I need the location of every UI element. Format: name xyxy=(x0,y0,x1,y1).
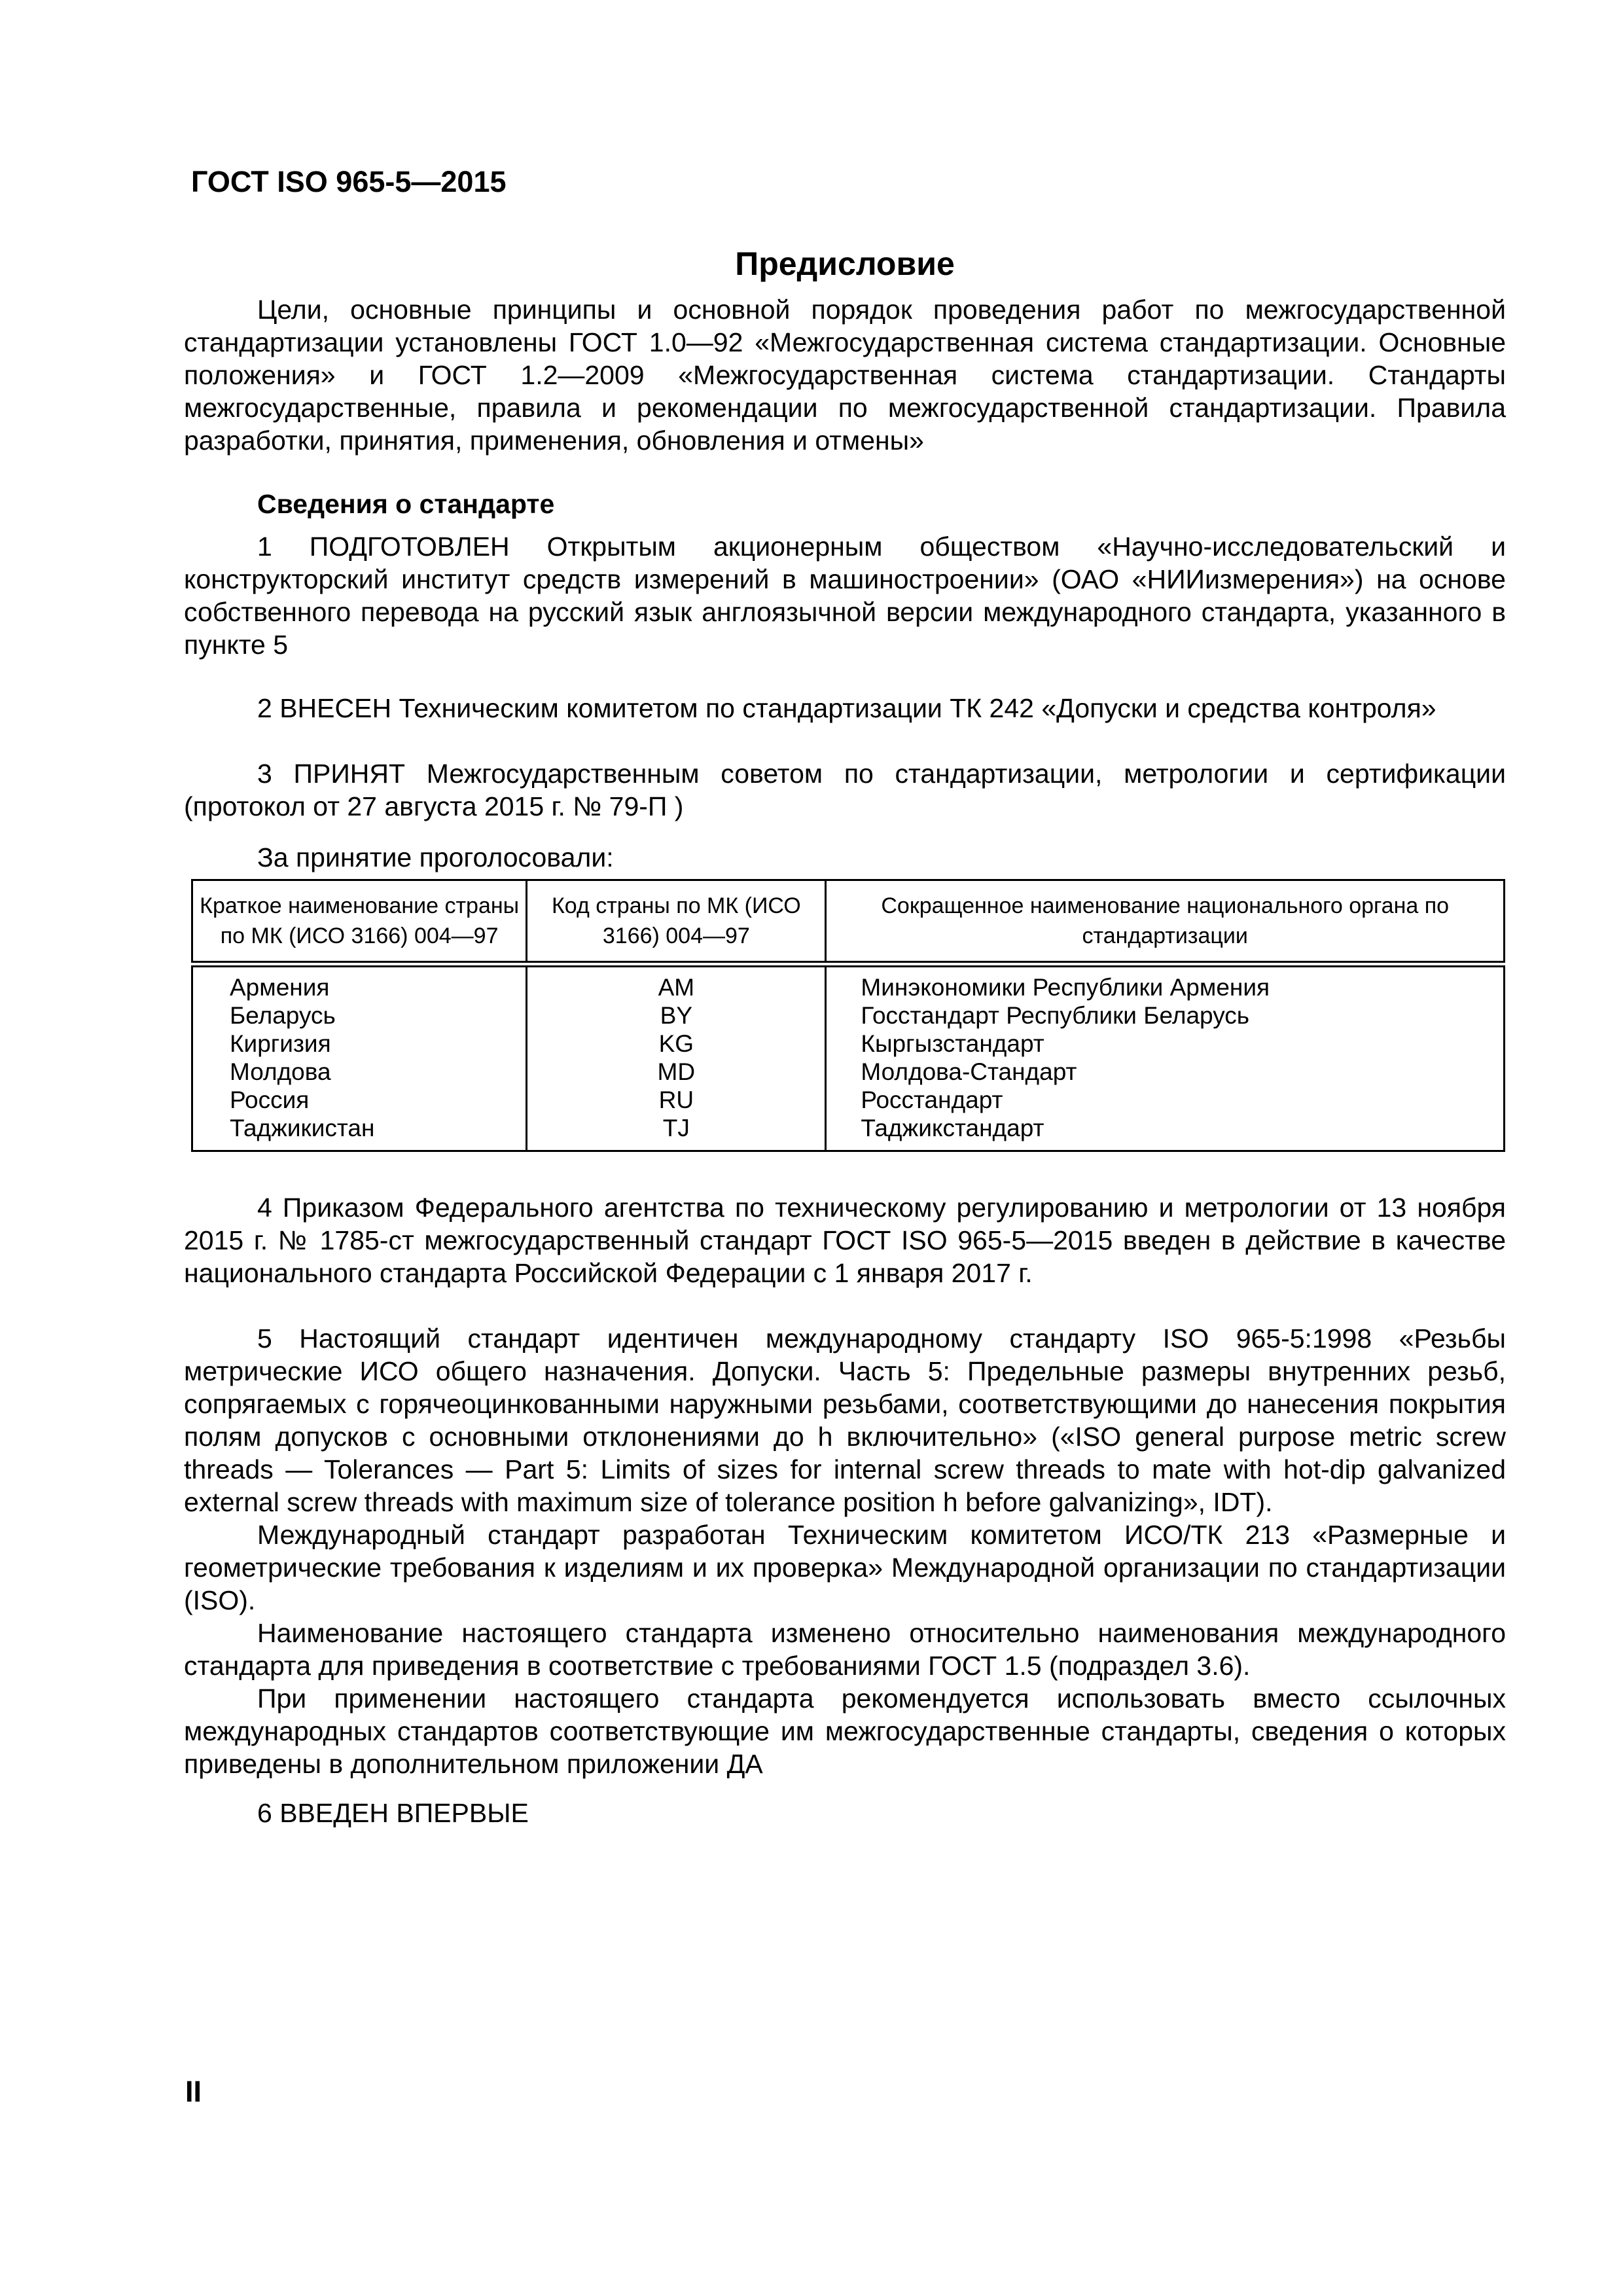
table-row xyxy=(192,1001,1505,1030)
vote-table-header-row xyxy=(192,880,1505,965)
cell-country: Киргизия xyxy=(192,1030,527,1058)
item-6-first-introduced: 6 ВВЕДЕН ВПЕРВЫЕ xyxy=(257,1798,529,1828)
intro-paragraph-block xyxy=(184,293,1506,457)
doc-number: ГОСТ ISO 965-5—2015 xyxy=(191,165,507,198)
cell-country: Россия xyxy=(192,1086,527,1114)
column-header-agency: Сокращенное наименование национального органа по стандартизации xyxy=(826,880,1505,965)
cell-agency: Минэкономики Республики Армения xyxy=(861,974,1270,1001)
column-header-code: Код страны по МК (ИСО 3166) 004—97 xyxy=(527,880,826,965)
vote-table xyxy=(191,879,1505,1152)
cell-code: KG xyxy=(527,1030,826,1058)
table-row xyxy=(192,964,1505,1001)
item-5-block xyxy=(184,1322,1506,1780)
intro-paragraph: Цели, основные принципы и основной порядок проведения работ по межгосударственной стандартизации установлены ГОСТ 1.0—92 «Межгосударственная система стандартизации. Основные положения» и ГОСТ 1.2—2009 «Межгосударственная система стандартизации. Стандарты межгосударственные, правила и рекомендации по межгосударственной стандартизации. Правила разработки, принятия, применения, обновления и отмены» xyxy=(184,295,1506,456)
cell-code: TJ xyxy=(527,1114,826,1151)
cell-country: Армения xyxy=(192,964,527,1001)
item-1-block xyxy=(184,530,1506,661)
page-title: Предисловие xyxy=(735,245,955,282)
cell-code: MD xyxy=(527,1058,826,1086)
item-5-developer: Международный стандарт разработан Техническим комитетом ИСО/ТК 213 «Размерные и геометрические требования к изделиям и их проверка» Международной организации по стандартизации (ISO). xyxy=(184,1520,1506,1615)
table-row xyxy=(192,1030,1505,1058)
cell-country: Таджикистан xyxy=(192,1114,527,1151)
cell-agency: Таджикстандарт xyxy=(861,1115,1044,1141)
cell-country: Молдова xyxy=(192,1058,527,1086)
item-5-application-note: При применении настоящего стандарта рекомендуется использовать вместо ссылочных международных стандартов соответствующие им межгосударственные стандарты, сведения о которых приведены в дополнительном приложении ДА xyxy=(184,1683,1506,1779)
item-6-block xyxy=(184,1797,1506,1829)
vote-lead-text: За принятие проголосовали: xyxy=(257,842,614,872)
table-row xyxy=(192,1114,1505,1151)
item-1-prepared-by: 1 ПОДГОТОВЛЕН Открытым акционерным обществом «Научно-исследовательский и конструкторский институт средств измерений в машиностроении» (ОАО «НИИизмерения») на основе собственного перевода на русский язык англоязычной версии международного стандарта, указанного в пункте 5 xyxy=(184,531,1506,660)
table-row xyxy=(192,1086,1505,1114)
cell-code: RU xyxy=(527,1086,826,1114)
vote-table-wrap xyxy=(191,879,1505,1152)
item-3-block xyxy=(184,757,1506,823)
cell-agency: Росстандарт xyxy=(861,1086,1003,1113)
cell-code: AM xyxy=(527,964,826,1001)
vote-lead-block xyxy=(184,841,1506,874)
item-2-block xyxy=(184,692,1506,725)
cell-agency: Госстандарт Республики Беларусь xyxy=(861,1002,1250,1029)
item-2-submitted-by: 2 ВНЕСЕН Техническим комитетом по стандартизации ТК 242 «Допуски и средства контроля» xyxy=(257,693,1436,723)
page-number: II xyxy=(185,2075,202,2108)
item-3-adopted-by: 3 ПРИНЯТ Межгосударственным советом по стандартизации, метрологии и сертификации (протокол от 27 августа 2015 г. № 79-П ) xyxy=(184,759,1506,821)
item-4-block xyxy=(184,1191,1506,1289)
cell-code: BY xyxy=(527,1001,826,1030)
column-header-country: Краткое наименование страны по МК (ИСО 3166) 004—97 xyxy=(192,880,527,965)
cell-country: Беларусь xyxy=(192,1001,527,1030)
table-row xyxy=(192,1058,1505,1086)
standard-info-heading: Сведения о стандарте xyxy=(257,489,555,519)
item-4-order: 4 Приказом Федерального агентства по техническому регулированию и метрологии от 13 ноября 2015 г. № 1785-ст межгосударственный стандарт ГОСТ ISO 965-5—2015 введен в действие в качестве национального стандарта Российской Федерации с 1 января 2017 г. xyxy=(184,1193,1506,1288)
item-5-title-change: Наименование настоящего стандарта изменено относительно наименования международного стандарта для приведения в соответствие с требованиями ГОСТ 1.5 (подраздел 3.6). xyxy=(184,1618,1506,1681)
cell-agency: Кыргызстандарт xyxy=(861,1030,1044,1057)
cell-agency: Молдова-Стандарт xyxy=(861,1058,1077,1085)
item-5-identity: 5 Настоящий стандарт идентичен международному стандарту ISO 965-5:1998 «Резьбы метрические ИСО общего назначения. Допуски. Часть 5: Предельные размеры внутренних резьб, сопрягаемых с горячеоцинкованными наружными резьбами, соответствующими до нанесения покрытия полям допусков с основными отклонениями до h включительно» («ISO general purpose metric screw threads — Tolerances — Part 5: Limits of sizes for internal screw threads to mate with hot-dip galvanized external screw threads with maximum size of tolerance position h before galvanizing», IDT). xyxy=(184,1323,1506,1517)
